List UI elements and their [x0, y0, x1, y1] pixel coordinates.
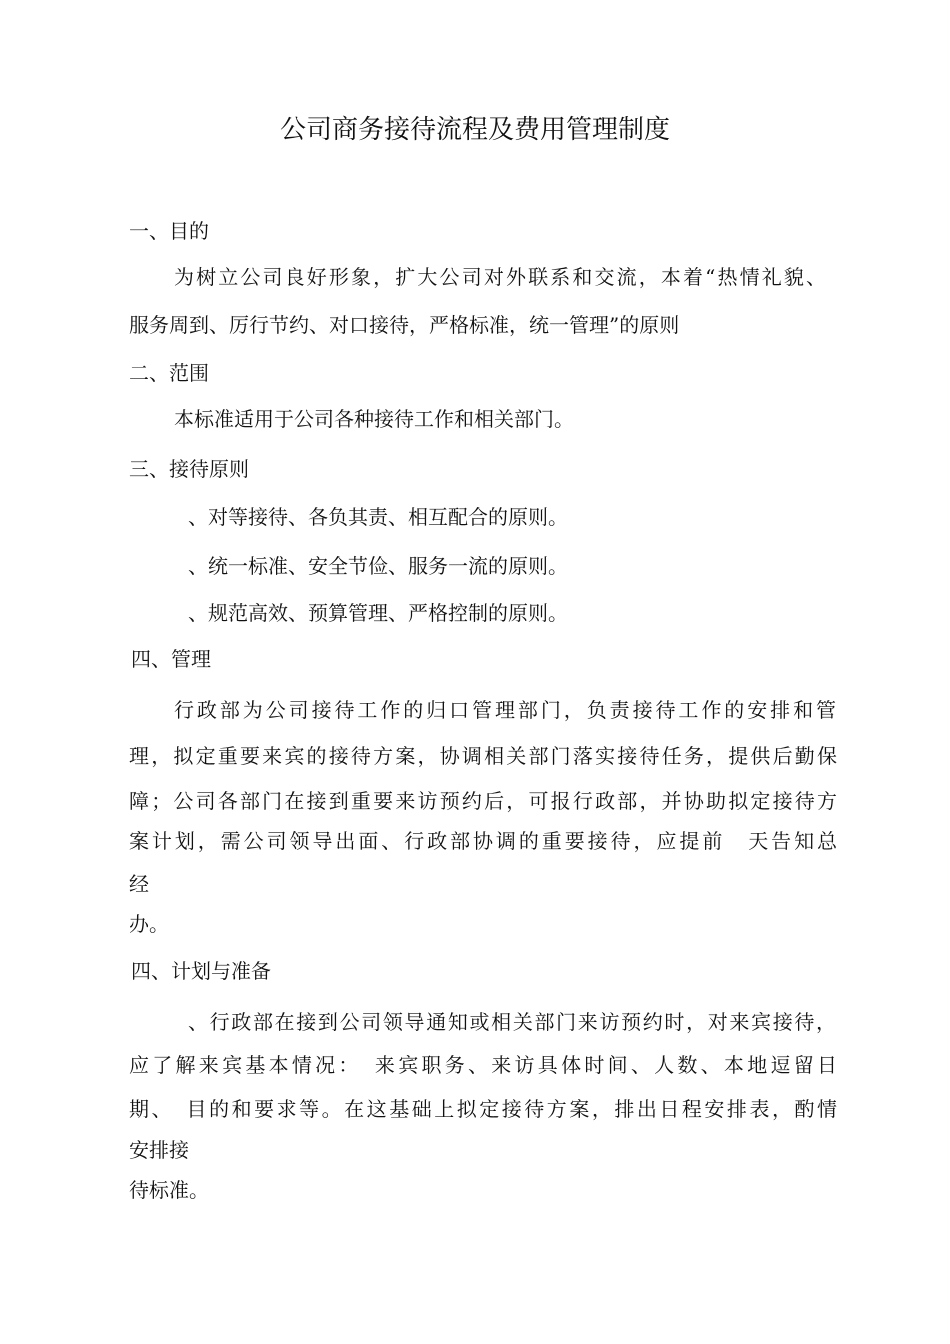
section-heading-planning: 四、计划与准备: [131, 959, 271, 983]
paragraph-line: 障；公司各部门在接到重要来访预约后，可报行政部，并协助拟定接待方: [129, 789, 837, 813]
principle-item: 、统一标准、安全节俭、服务一流的原则。: [188, 554, 568, 578]
paragraph-line: 案计划，需公司领导出面、行政部协调的重要接待，应提前 天告知总: [129, 829, 837, 853]
principle-item: 、对等接待、各负其责、相互配合的原则。: [188, 505, 568, 529]
paragraph-line: 期、 目的和要求等。在这基础上拟定接待方案，排出日程安排表，酌情: [129, 1097, 837, 1121]
section-heading-principles: 三、接待原则: [129, 457, 249, 481]
principle-item: 、规范高效、预算管理、严格控制的原则。: [188, 601, 568, 625]
paragraph-line: 理，拟定重要来宾的接待方案，协调相关部门落实接待任务，提供后勤保: [129, 744, 837, 768]
paragraph-line: 应了解来宾基本情况： 来宾职务、来访具体时间、人数、本地逗留日: [129, 1053, 837, 1077]
paragraph-line: 为树立公司良好形象，扩大公司对外联系和交流，本着“热情礼貌、: [174, 265, 826, 289]
paragraph-line: 、行政部在接到公司领导通知或相关部门来访预约时，对来宾接待，: [188, 1010, 836, 1034]
document-title: 公司商务接待流程及费用管理制度: [279, 115, 670, 145]
paragraph-line: 本标准适用于公司各种接待工作和相关部门。: [174, 407, 574, 431]
paragraph-line: 服务周到、厉行节约、对口接待，严格标准，统一管理”的原则: [129, 313, 680, 337]
section-heading-purpose: 一、目的: [129, 219, 209, 243]
paragraph-line: 经: [129, 872, 149, 896]
paragraph-line: 行政部为公司接待工作的归口管理部门，负责接待工作的安排和管: [174, 698, 836, 722]
section-heading-management: 四、管理: [131, 647, 211, 671]
section-heading-scope: 二、范围: [129, 361, 209, 385]
paragraph-line: 待标准。: [129, 1178, 209, 1202]
paragraph-line: 办。: [129, 912, 169, 936]
paragraph-line: 安排接: [129, 1138, 189, 1162]
